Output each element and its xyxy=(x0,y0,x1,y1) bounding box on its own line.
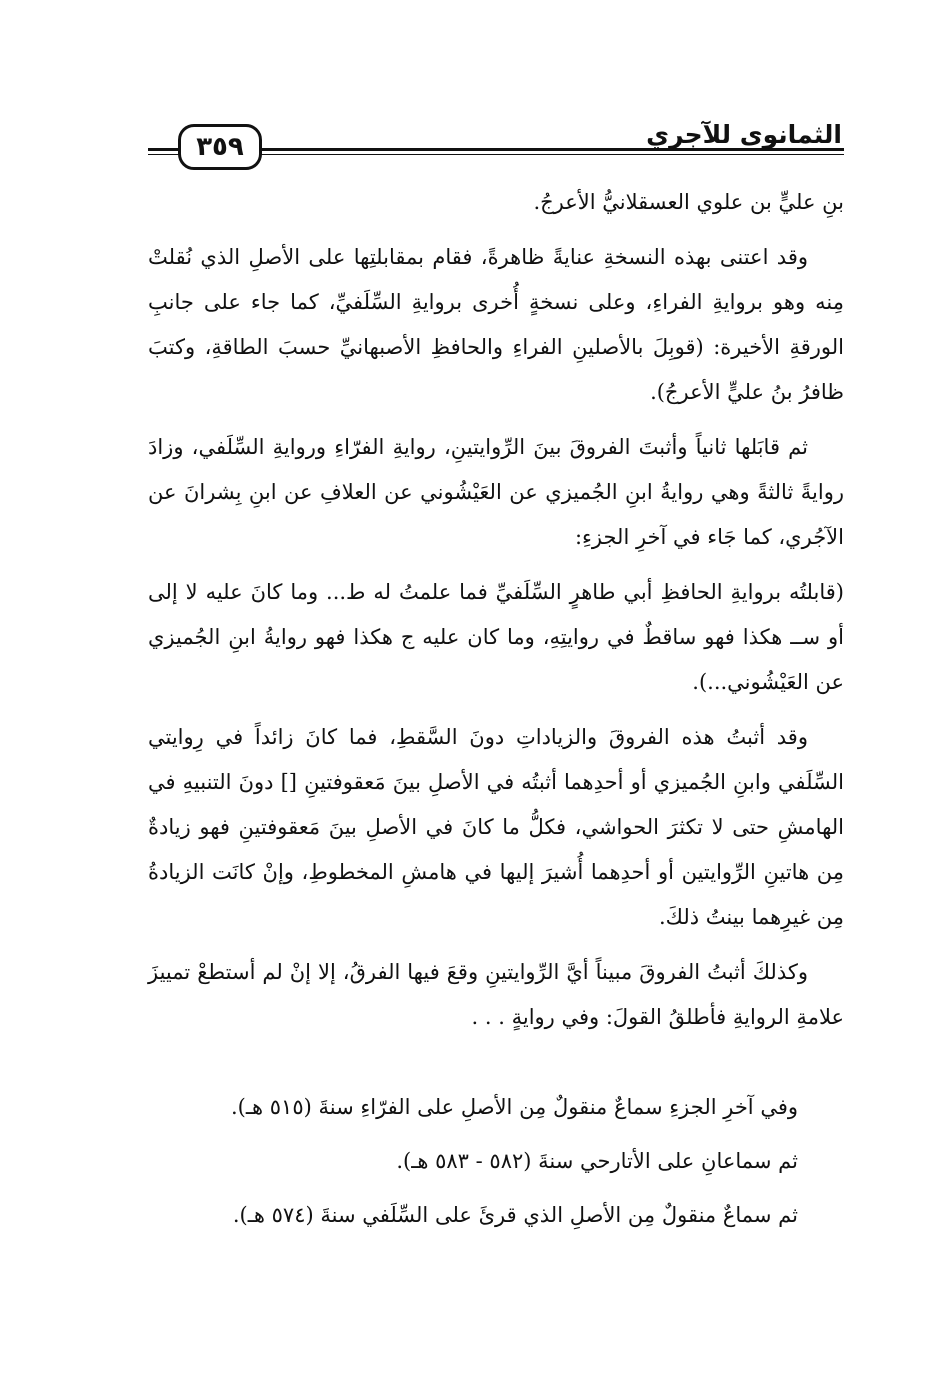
paragraph: ثم قابَلها ثانياً وأثبتَ الفروقَ بينَ الرِّوايتينِ، روايةِ الفرّاءِ وروايةِ السِّلَفي، وزادَ روايةً ثالثةً وهي روايةُ ابنِ الجُميزي عن العَيْشُوني عن العلافِ عن ابنِ بِشرانَ عن الآجُري، كما جَاء في آخرِ الجزءِ: xyxy=(148,435,844,549)
page-number-frame xyxy=(178,124,262,170)
body-text xyxy=(148,180,844,1050)
running-title: الثمانوى للآجري xyxy=(646,120,842,149)
paragraph: وقد أثبتُ هذه الفروقَ والزياداتِ دونَ السَّقطِ، فما كانَ زائداً في رِوايتي السِّلَفي وابنِ الجُميزي أو أحدِهما أثبتُه في الأصلِ بينَ مَعقوفتينِ [] دونَ التنبيهِ في الهامشِ حتى لا تكثرَ الحواشي، فكلُّ ما كانَ في الأصلِ بينَ مَعقوفتينِ فهو زيادةٌ مِن هاتينِ الرِّوايتين أو أحدِهما أُشيرَ إليها في هامشِ المخطوطِ، وإنْ كانَت الزيادةُ مِن غيرِهما بينتُ ذلكَ. xyxy=(148,725,844,929)
page-header xyxy=(148,112,844,182)
audition-notes xyxy=(148,1080,844,1242)
note-line: ثم سماعانِ على الأتارحي سنةَ (٥٨٢ - ٥٨٣ هـ). xyxy=(396,1149,798,1173)
note-line: وفي آخرِ الجزءِ سماعٌ منقولٌ مِن الأصلِ على الفرّاءِ سنةَ (٥١٥ هـ). xyxy=(231,1095,798,1119)
page-number: ٣٥٩ xyxy=(196,132,244,162)
paragraph: وقد اعتنى بهذه النسخةِ عنايةً ظاهرةً، فقام بمقابلتِها على الأصلِ الذي نُقلتْ مِنه وهو بروايةِ الفراءِ، وعلى نسخةٍ أُخرى بروايةِ السِّلَفيِّ، كما جاء على جانبِ الورقةِ الأخيرة: (قوبِلَ بالأصلينِ الفراءِ والحافظِ الأصبهانيِّ حسبَ الطاقةِ، وكتبَ ظافرُ بنُ عليٍّ الأعرجُ). xyxy=(148,245,844,404)
quoted-paragraph: (قابلتُه بروايةِ الحافظِ أبي طاهرٍ السِّلَفيِّ فما علمتُ له ط... وما كانَ عليه لا إلى أو ســ هكذا فهو ساقطٌ في روايتِهِ، وما كان عليه ج هكذا فهو روايةُ ابنِ الجُميزي عن العَيْشُوني...). xyxy=(148,580,844,694)
paragraph: بنِ عليٍّ بن علوي العسقلانيُّ الأعرجُ. xyxy=(533,190,844,214)
paragraph: وكذلكَ أثبتُ الفروقَ مبيناً أيَّ الرِّوايتينِ وقعَ فيها الفرقُ، إلا إنْ لم أستطعْ تمييزَ علامةِ الروايةِ فأطلقُ القولَ: وفي روايةٍ . . . xyxy=(148,960,844,1029)
note-line: ثم سماعٌ منقولٌ مِن الأصلِ الذي قرئَ على السِّلَفي سنةَ (٥٧٤ هـ). xyxy=(232,1203,798,1227)
